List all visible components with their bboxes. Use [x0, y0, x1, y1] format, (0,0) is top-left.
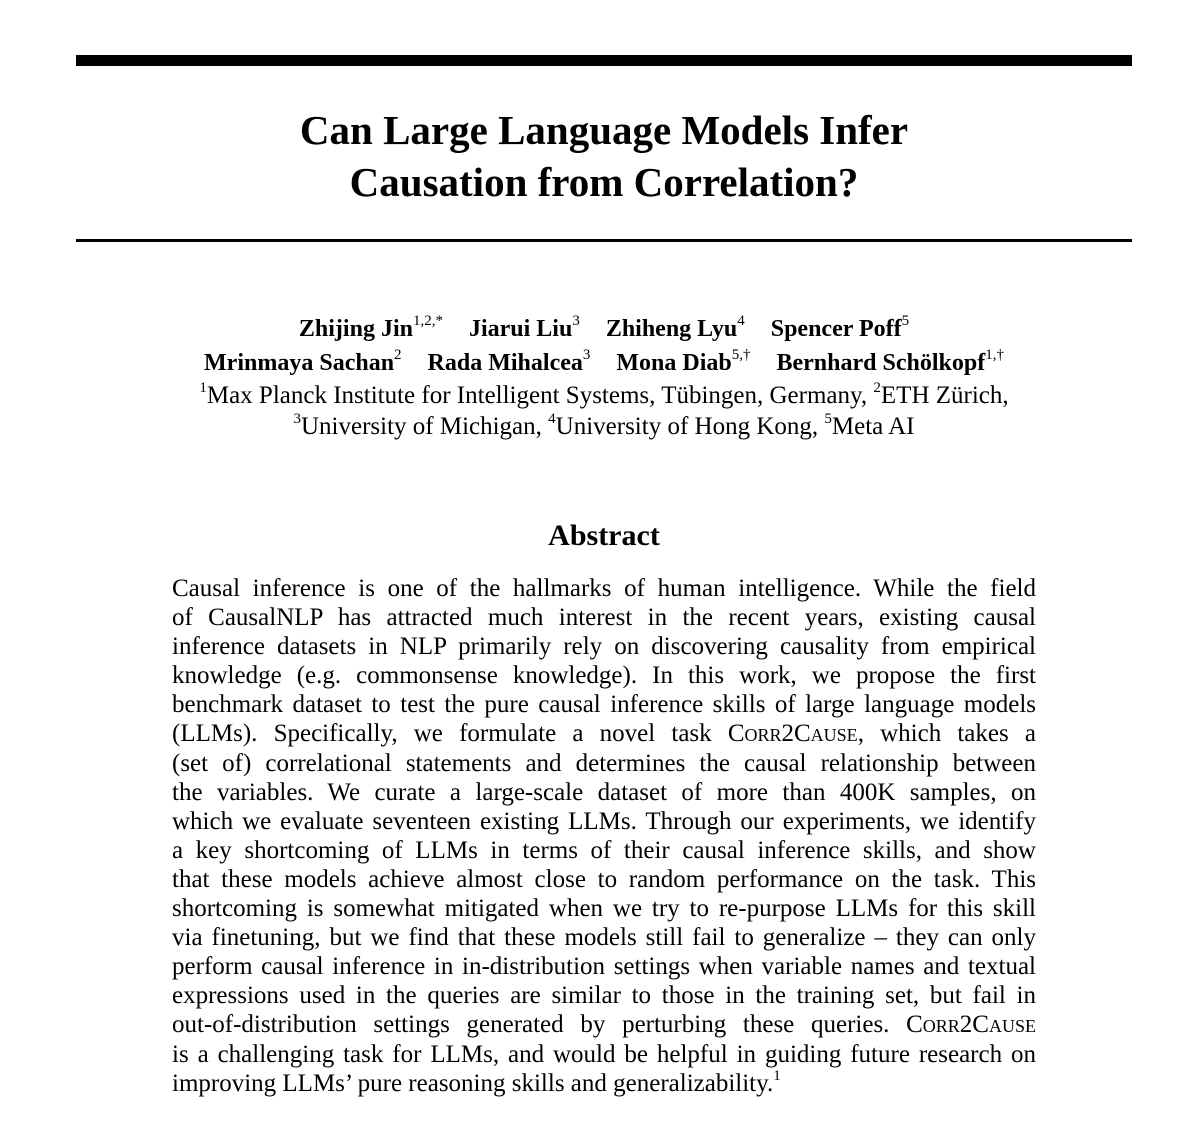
abstract-line: shortcoming is somewhat mitigated when we try to re-purpose LLMs for this skill: [172, 895, 1036, 923]
abstract-heading: Abstract: [548, 519, 660, 552]
author-mrinmaya-sachan: Mrinmaya Sachan$^2$: [204, 347, 402, 376]
abstract-line: expressions used in the queries are similar to those in the training set, but fail in: [172, 982, 1036, 1010]
title-bottom-rule: [76, 239, 1132, 242]
abstract-line: perform causal inference in in-distribution settings when variable names and textual: [172, 953, 1036, 981]
task-name-corr2cause: Corr2Cause: [906, 1011, 1036, 1039]
title-line: Can Large Language Models Infer: [299, 107, 909, 153]
author-line-2: [76, 346, 1132, 380]
author-rada-mihalcea: Rada Mihalcea$^3$: [427, 347, 591, 376]
author-jiarui-liu: Jiarui Liu$^3$: [468, 313, 580, 342]
abstract-line: the variables. We curate a large-scale dataset of more than 400K samples, on: [172, 778, 1036, 806]
abstract-line: knowledge (e.g. commonsense knowledge). In this work, we propose the first: [172, 662, 1036, 690]
abstract-line: benchmark dataset to test the pure causal inference skills of large language models: [172, 691, 1036, 719]
abstract-body: [172, 574, 1036, 1098]
top-rule: [76, 55, 1132, 66]
affiliation-line-1: $^1$Max Planck Institute for Intelligent Systems, Tübingen, Germany, $^2$ETH Zürich,: [199, 380, 1009, 409]
author-mona-diab: Mona Diab$^{5,\dagger}$: [616, 347, 751, 376]
abstract-line: inference datasets in NLP primarily rely on discovering causality from empirical: [172, 633, 1036, 661]
abstract-line: out-of-distribution settings generated by perturbing these queries. Corr2Cause: [172, 1011, 1036, 1039]
abstract-line: (set of) correlational statements and determines the causal relationship between: [172, 749, 1036, 777]
abstract-line: improving LLMs’ pure reasoning skills and generalizability.$^1$: [172, 1067, 781, 1097]
author-zhijing-jin: Zhijing Jin$^{1,2,*}$: [298, 313, 443, 342]
abstract-line: which we evaluate seventeen existing LLMs. Through our experiments, we identify: [172, 807, 1036, 835]
abstract-line: Causal inference is one of the hallmarks of human intelligence. While the field: [172, 575, 1036, 602]
author-bernhard-scholkopf: Bernhard Schölkopf$^{1,\dagger}$: [776, 347, 1004, 376]
abstract-line: (LLMs). Specifically, we formulate a novel task Corr2Cause, which takes a: [172, 720, 1036, 748]
paper-title: [76, 104, 1132, 208]
author-zhiheng-lyu: Zhiheng Lyu$^4$: [605, 313, 745, 342]
footnote-marker[interactable]: 1: [773, 1067, 781, 1084]
author-line-1: [76, 312, 1132, 346]
abstract-line: that these models achieve almost close to random performance on the task. This: [172, 865, 1036, 893]
abstract-line: a key shortcoming of LLMs in terms of their causal inference skills, and show: [172, 836, 1036, 864]
abstract-line: via finetuning, but we find that these models still fail to generalize – they can only: [172, 924, 1036, 952]
abstract-line: of CausalNLP has attracted much interest in the recent years, existing causal: [172, 604, 1036, 632]
author-block: [76, 312, 1132, 442]
affiliation-line-2: $^3$University of Michigan, $^4$University of Hong Kong, $^5$Meta AI: [293, 411, 915, 440]
abstract-line: is a challenging task for LLMs, and would be helpful in guiding future research on: [172, 1040, 1036, 1068]
author-spencer-poff: Spencer Poff$^5$: [770, 313, 910, 342]
title-line: Causation from Correlation?: [349, 159, 859, 205]
task-name-corr2cause: Corr2Cause: [727, 720, 858, 748]
